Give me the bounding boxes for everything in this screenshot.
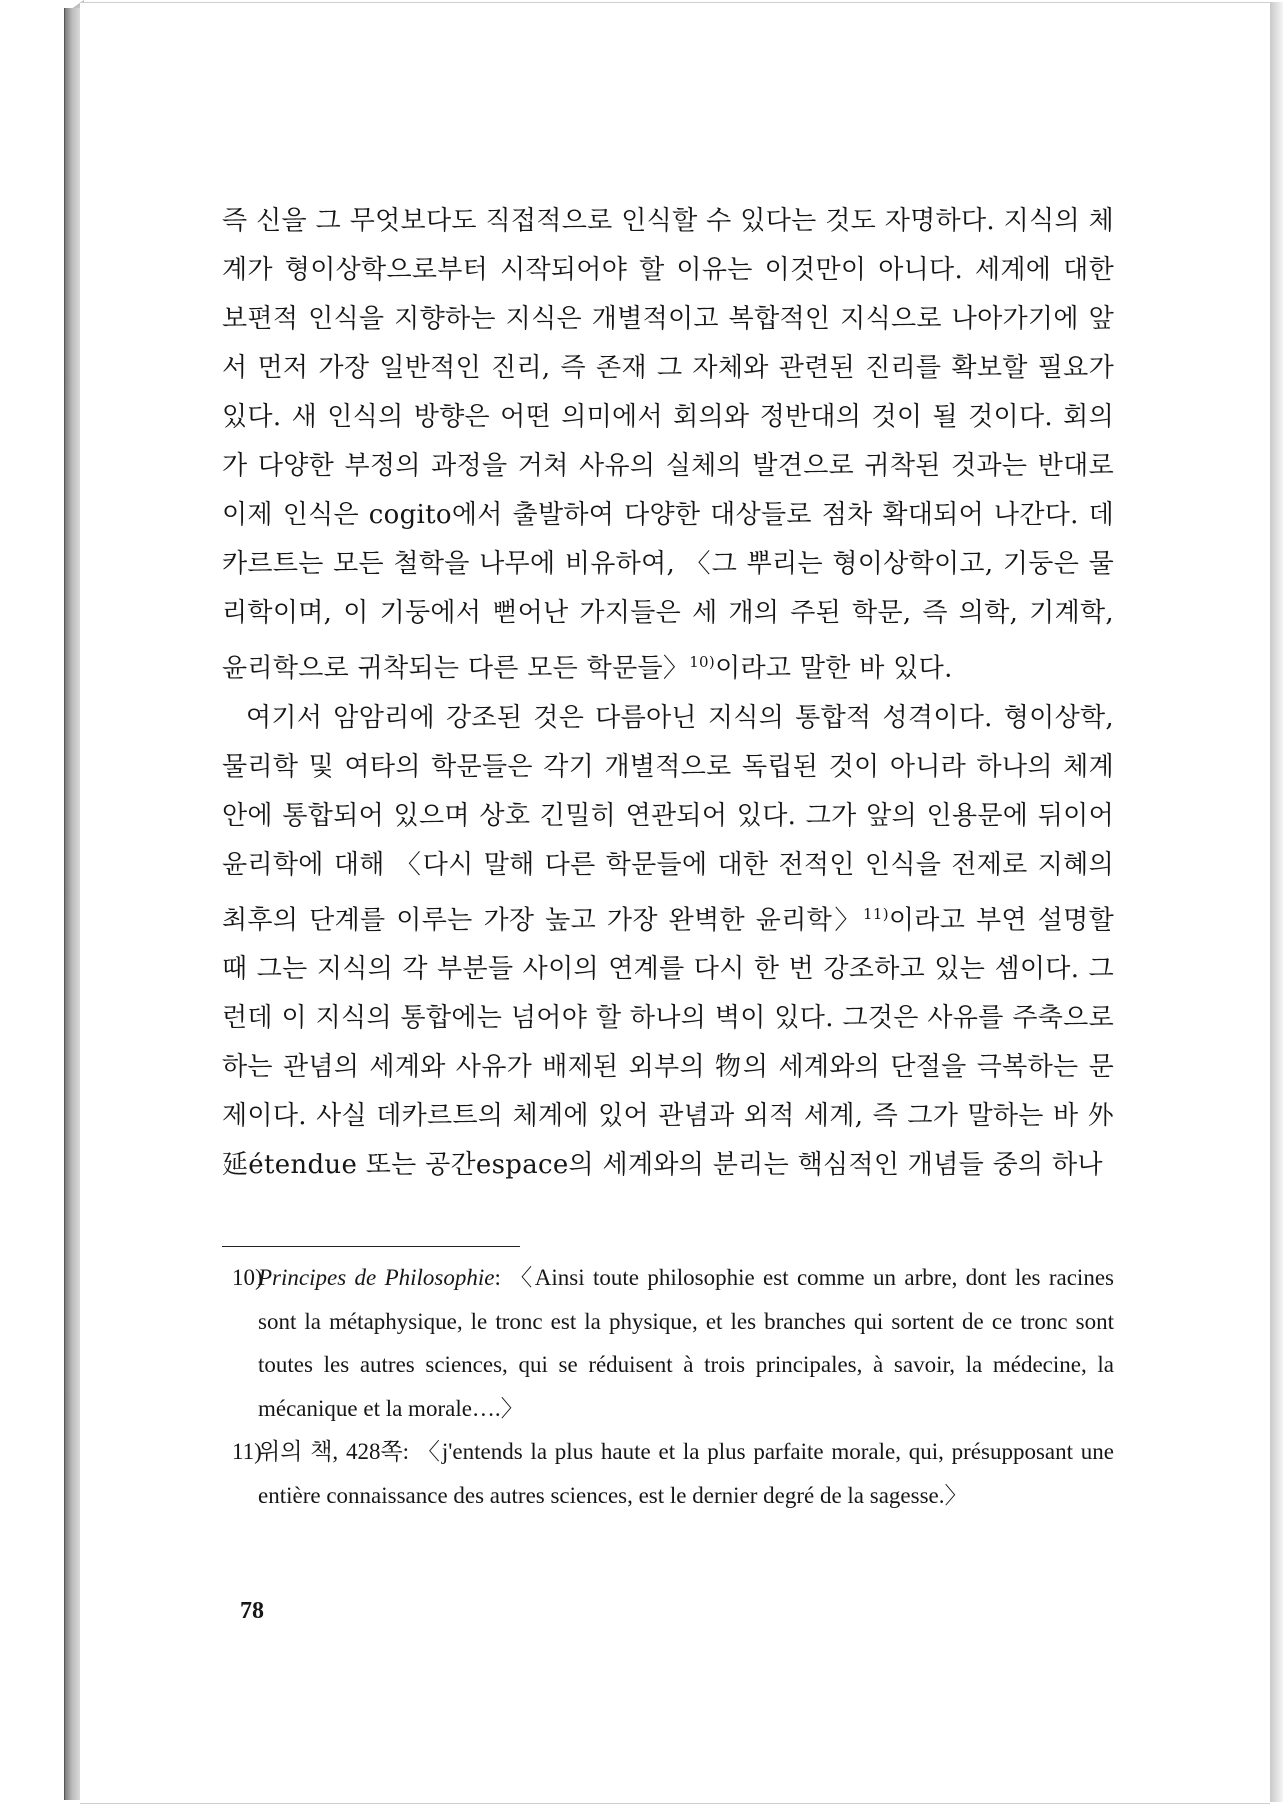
paragraph-1-text: 즉 신을 그 무엇보다도 직접적으로 인식할 수 있다는 것도 자명하다. 지식의 체계가 형이상학으로부터 시작되어야 할 이유는 이것만이 아니다. 세계에 대한 보편적 인식을 지향하는 지식은 개별적이고 복합적인 지식으로 나아가기에 앞서 먼저 가장 일반적인 진리, 즉 존재 그 자체와 관련된 진리를 확보할 필요가 있다. 새 인식의 방향은 어떤 의미에서 회의와 정반대의 것이 될 것이다. 회의가 다양한 부정의 과정을 거쳐 사유의 실체의 발견으로 귀착된 것과는 반대로 이제 인식은 cogito에서 출발하여 다양한 대상들로 점차 확대되어 나간다. 데카르트는 모든 철학을 나무에 비유하여, 〈그 뿌리는 형이상학이고, 기둥은 물리학이며, 이 기둥에서 뻗어난 가지들은 세 개의 주된 학문, 즉 의학, 기계학, 윤리학으로 귀착되는 다른 모든 학문들〉	[222, 206, 1114, 684]
paragraph-1-end: 이라고 말한 바 있다.	[715, 653, 953, 684]
footnote-10	[222, 1256, 1114, 1430]
footnote-ref-10: 10)	[689, 653, 716, 671]
footnote-text: : 〈Ainsi toute philosophie est comme un arbre, dont les racines sont la métaphysique, le tronc est la physique, et les branches qui sortent de ce tronc sont toutes les autres sciences, qui se réduisent à trois principales, à savoir, la médecine, la mécanique et la morale….〉	[258, 1265, 1114, 1421]
footnote-divider	[222, 1246, 520, 1247]
footnote-number: 10)	[232, 1265, 263, 1290]
footnote-title: Principes de Philosophie	[258, 1265, 495, 1290]
page-number: 78	[240, 1598, 264, 1624]
footnote-text: 위의 책, 428쪽: 〈j'entends la plus haute et la plus parfaite morale, qui, présupposant une entière connaissance des autres sciences, est le dernier degré de la sagesse.〉	[258, 1439, 1114, 1508]
footnote-11	[222, 1430, 1114, 1517]
main-text	[222, 197, 1114, 1190]
paragraph-1	[222, 197, 1114, 694]
paragraph-2-start: 여기서 암암리에 강조된 것은 다름아닌 지식의 통합적 성격이다. 형이상학, 물리학 및 여타의 학문들은 각기 개별적으로 독립된 것이 아니라 하나의 체계 안에 통합되어 있으며 상호 긴밀히 연관되어 있다. 그가 앞의 인용문에 뒤이어 윤리학에 대해 〈다시 말해 다른 학문들에 대한 전적인 인식을 전제로 지혜의 최후의 단계를 이루는 가장 높고 가장 완벽한 윤리학〉	[222, 702, 1114, 936]
footnote-number: 11)	[232, 1439, 262, 1464]
page-edge-shadow	[1270, 2, 1283, 1802]
footnote-ref-11: 11)	[863, 904, 889, 923]
paragraph-2-rest: 이라고 부연 설명할 때 그는 지식의 각 부분들 사이의 연계를 다시 한 번 강조하고 있는 셈이다. 그런데 이 지식의 통합에는 넘어야 할 하나의 벽이 있다. 그것은 사유를 주축으로 하는 관념의 세계와 사유가 배제된 외부의 物의 세계와의 단절을 극복하는 문제이다. 사실 데카르트의 체계에 있어 관념과 외적 세계, 즉 그가 말하는 바 外延étendue 또는 공간espace의 세계와의 분리는 핵심적인 개념들 중의 하나	[222, 905, 1114, 1181]
paragraph-2	[222, 694, 1114, 1191]
footnotes	[222, 1256, 1114, 1517]
